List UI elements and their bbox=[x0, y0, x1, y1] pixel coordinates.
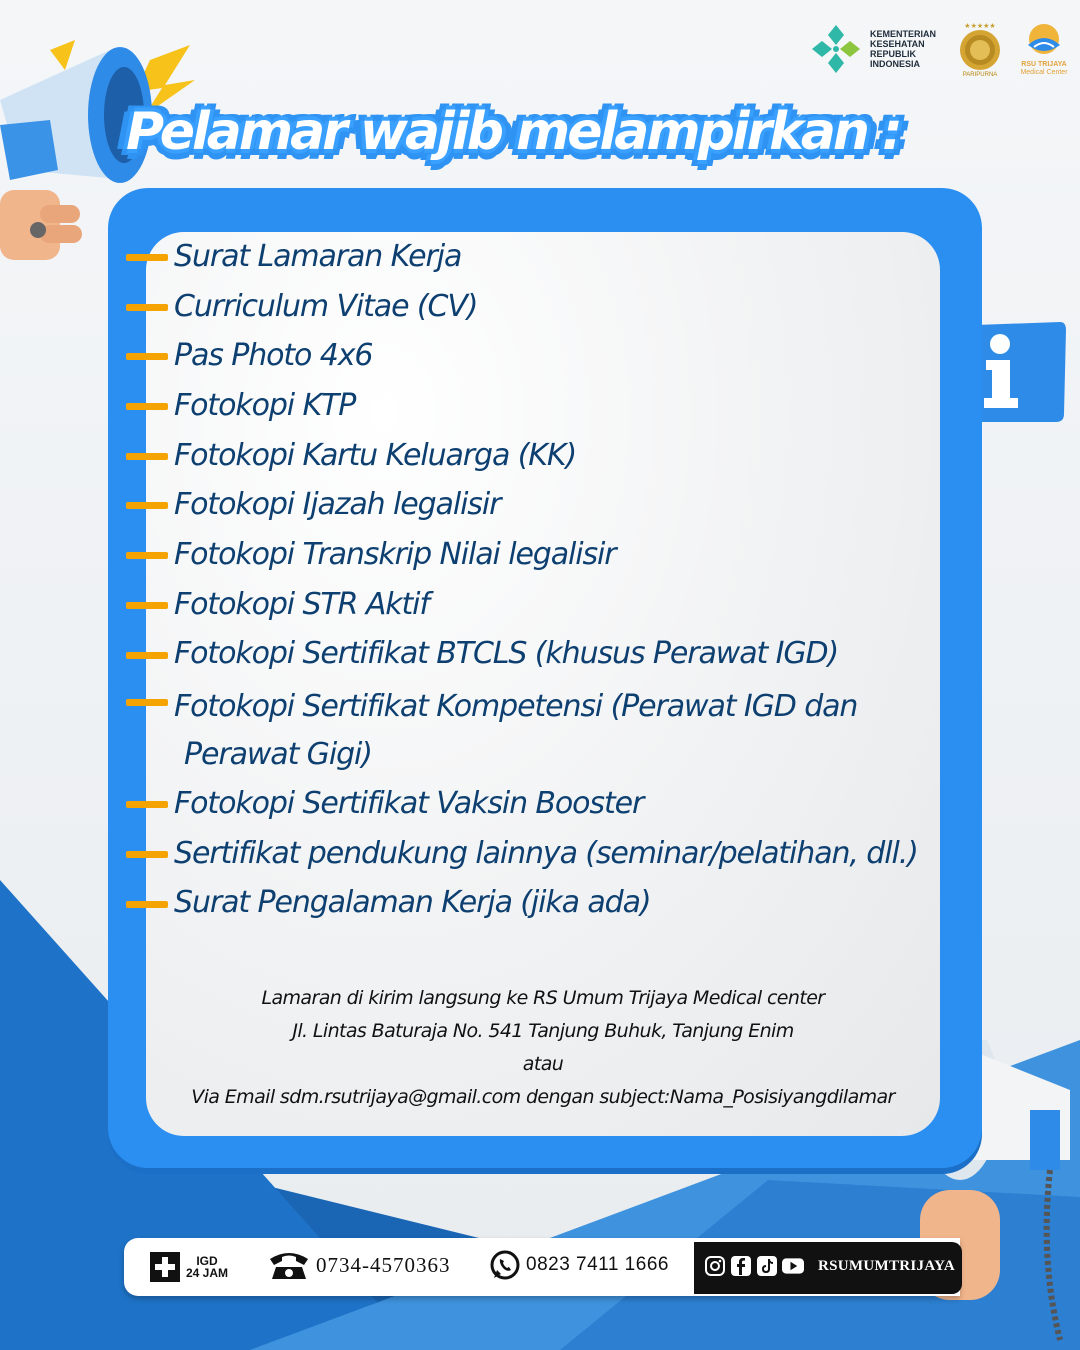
list-item: Sertifikat pendukung lainnya (seminar/pelatihan, dll.) bbox=[126, 829, 946, 879]
list-item: Fotokopi Ijazah legalisir bbox=[126, 480, 946, 530]
list-item: Fotokopi Kartu Keluarga (KK) bbox=[126, 431, 946, 481]
bullet-dash bbox=[126, 254, 168, 261]
kars-medal-icon bbox=[954, 20, 1006, 72]
note-line: atau bbox=[522, 1053, 564, 1075]
bullet-dash bbox=[126, 552, 168, 559]
paripurna-badge bbox=[954, 20, 1006, 78]
note-line-email: Via Email sdm.rsutrijaya@gmail.com dengan subject:Nama_Posisiyangdilamar bbox=[191, 1086, 895, 1108]
bullet-dash bbox=[126, 353, 168, 360]
youtube-icon[interactable] bbox=[782, 1255, 804, 1277]
note-line: Jl. Lintas Baturaja No. 541 Tanjung Buhuk, Tanjung Enim bbox=[292, 1020, 794, 1042]
bullet-dash bbox=[126, 851, 168, 858]
title-banner bbox=[108, 94, 908, 194]
kemenkes-text-line: KESEHATAN bbox=[870, 39, 925, 49]
bullet-dash bbox=[126, 403, 168, 410]
bullet-dash bbox=[126, 801, 168, 808]
list-item-line: Fotokopi Sertifikat Kompetensi (Perawat IGD dan bbox=[174, 689, 858, 725]
tiktok-icon[interactable] bbox=[756, 1255, 778, 1277]
list-item bbox=[126, 679, 946, 779]
list-item: Fotokopi Sertifikat Vaksin Booster bbox=[126, 779, 946, 829]
bullet-dash bbox=[126, 502, 168, 509]
list-item: Fotokopi Sertifikat BTCLS (khusus Perawat IGD) bbox=[126, 630, 946, 680]
rsu-logo-line: Medical Center bbox=[1020, 69, 1068, 76]
telephone-icon bbox=[268, 1249, 310, 1281]
rsu-trijaya-logo bbox=[1020, 21, 1068, 77]
list-item-line: Perawat Gigi) bbox=[184, 737, 372, 773]
instagram-icon[interactable] bbox=[704, 1255, 726, 1277]
social-links bbox=[704, 1255, 955, 1277]
kemenkes-logo bbox=[808, 21, 940, 77]
kemenkes-emblem-icon bbox=[808, 21, 864, 77]
kemenkes-text-line: KEMENTERIAN bbox=[870, 29, 937, 39]
list-item: Surat Pengalaman Kerja (jika ada) bbox=[126, 879, 946, 929]
bullet-dash bbox=[126, 901, 168, 908]
bullet-dash bbox=[126, 602, 168, 609]
paripurna-label: PARIPURNA bbox=[962, 72, 998, 78]
kemenkes-text-line: INDONESIA bbox=[870, 59, 921, 69]
igd-contact bbox=[150, 1252, 228, 1282]
whatsapp-icon bbox=[490, 1250, 520, 1280]
plus-icon bbox=[150, 1252, 180, 1282]
page-title: Pelamar wajib melampirkan : bbox=[126, 102, 900, 162]
note-line: Lamaran di kirim langsung ke RS Umum Trijaya Medical center bbox=[261, 987, 825, 1009]
list-item: Pas Photo 4x6 bbox=[126, 331, 946, 381]
submission-note bbox=[146, 982, 940, 1114]
rsu-logo-line: RSU TRIJAYA bbox=[1021, 61, 1067, 68]
phone-number[interactable]: 0734-4570363 bbox=[316, 1252, 451, 1277]
list-item: Surat Lamaran Kerja bbox=[126, 232, 946, 282]
bullet-dash bbox=[126, 652, 168, 659]
facebook-icon[interactable] bbox=[730, 1255, 752, 1277]
whatsapp-contact[interactable] bbox=[490, 1250, 669, 1280]
whatsapp-number[interactable]: 0823 7411 1666 bbox=[526, 1254, 669, 1275]
kemenkes-text-line: REPUBLIK bbox=[870, 49, 917, 59]
logo-group bbox=[808, 20, 1068, 78]
list-item: Fotokopi KTP bbox=[126, 381, 946, 431]
list-item: Fotokopi Transkrip Nilai legalisir bbox=[126, 530, 946, 580]
list-item: Curriculum Vitae (CV) bbox=[126, 282, 946, 332]
bullet-dash bbox=[126, 453, 168, 460]
list-item: Fotokopi STR Aktif bbox=[126, 580, 946, 630]
bullet-dash bbox=[126, 304, 168, 311]
bullet-dash bbox=[126, 699, 168, 706]
svg-text:★★★★★: ★★★★★ bbox=[964, 22, 996, 30]
rsu-trijaya-emblem-icon bbox=[1020, 21, 1068, 61]
igd-hours: 24 JAM bbox=[186, 1266, 229, 1280]
phone-contact[interactable] bbox=[268, 1249, 451, 1281]
social-handle[interactable]: RSUMUMTRIJAYA bbox=[818, 1257, 955, 1274]
igd-label: IGD bbox=[196, 1254, 218, 1268]
requirements-list bbox=[126, 232, 946, 928]
